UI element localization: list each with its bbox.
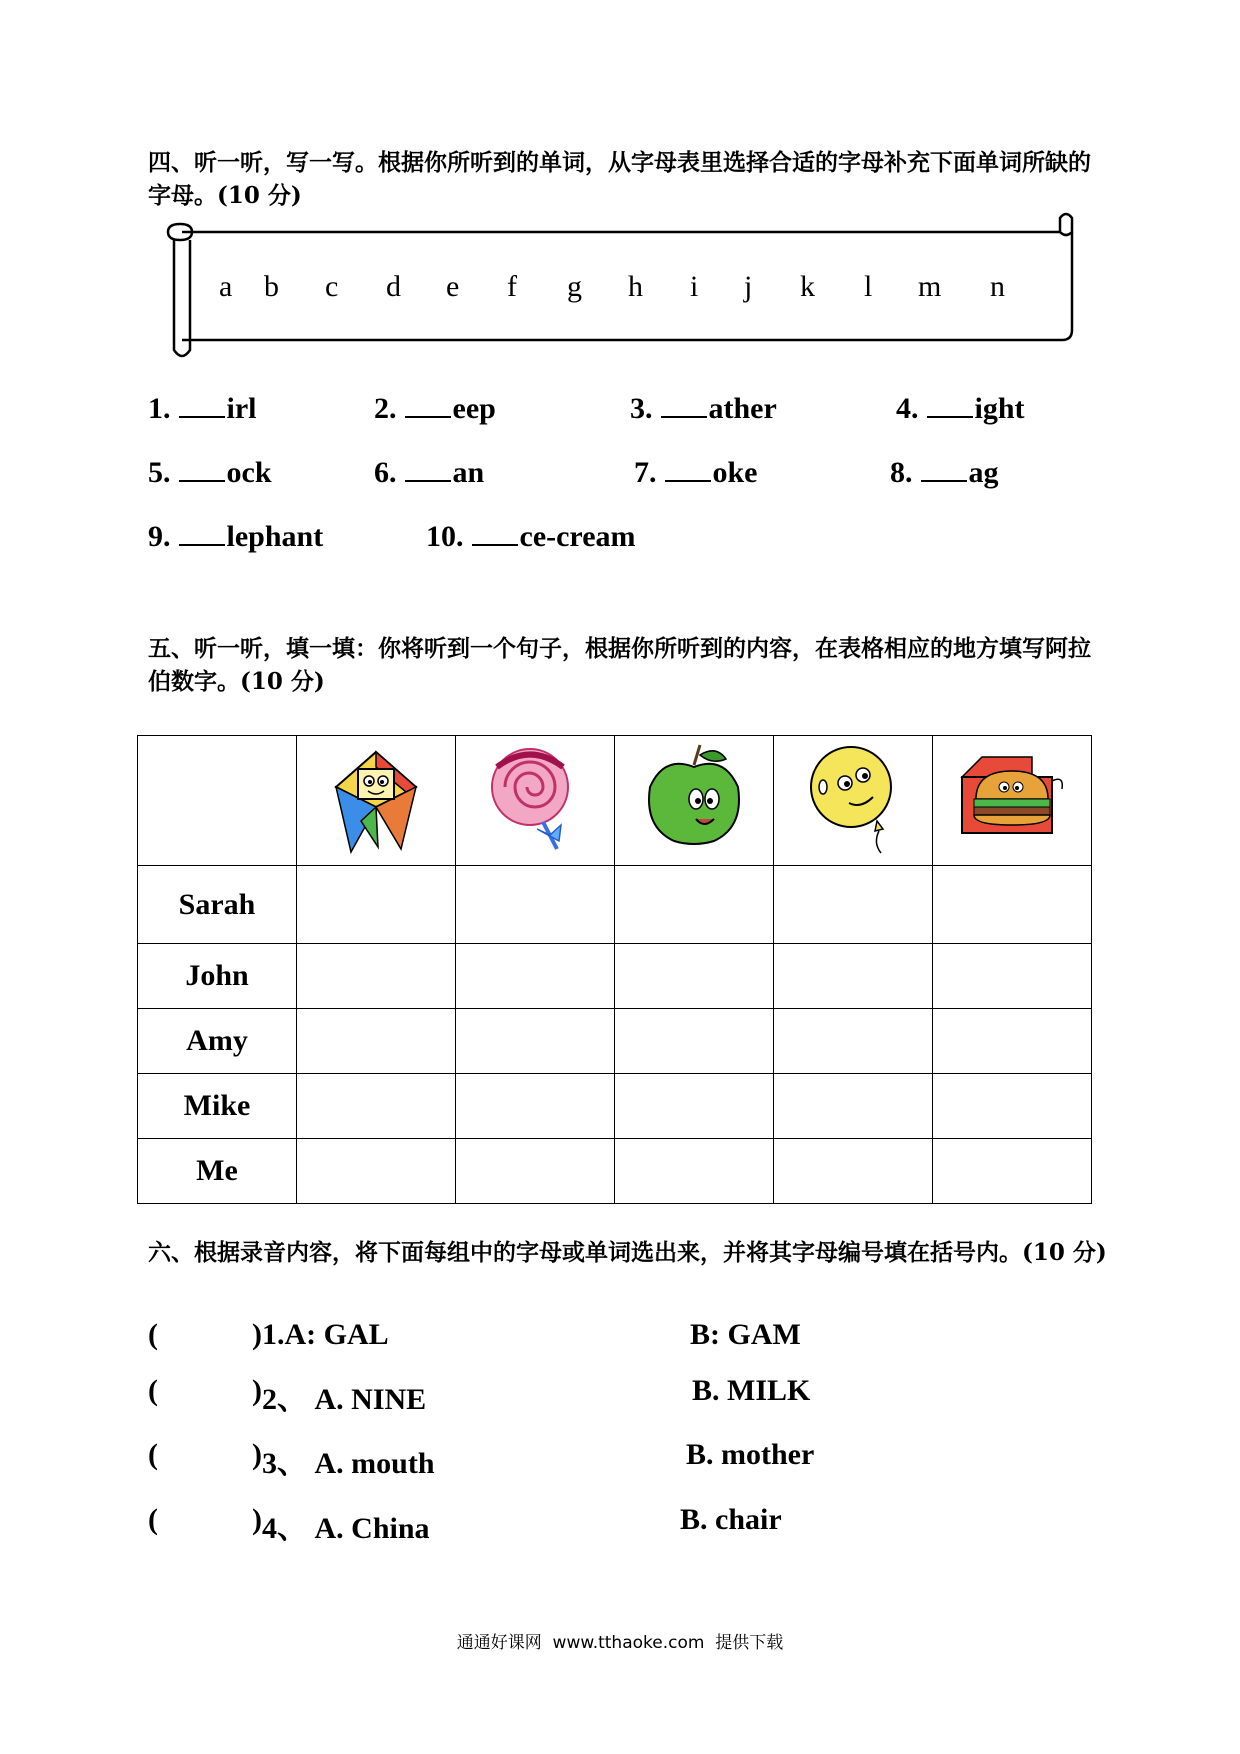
hamburger-icon: [952, 737, 1072, 857]
apple-icon: [634, 737, 754, 857]
answer-cell[interactable]: [933, 944, 1092, 1009]
fill-item: 3. ather: [630, 392, 777, 425]
letter: f: [507, 270, 517, 303]
letter: k: [800, 270, 815, 303]
letter: c: [325, 270, 339, 303]
row-label: Mike: [138, 1074, 297, 1139]
picture-cell: [933, 736, 1092, 866]
letter: b: [264, 270, 279, 303]
bracket-open: (: [148, 1438, 158, 1471]
answer-bracket-space[interactable]: [162, 1442, 250, 1472]
row-label: John: [138, 944, 297, 1009]
letter: g: [567, 270, 582, 303]
answer-cell[interactable]: [456, 866, 615, 944]
answer-cell[interactable]: [297, 944, 456, 1009]
letter: a: [219, 270, 233, 303]
answer-blank[interactable]: [927, 392, 973, 418]
answer-blank[interactable]: [179, 392, 225, 418]
answer-cell[interactable]: [774, 944, 933, 1009]
answer-cell[interactable]: [933, 1009, 1092, 1074]
answer-cell[interactable]: [615, 1074, 774, 1139]
letter: d: [386, 270, 401, 303]
answer-cell[interactable]: [774, 1009, 933, 1074]
answer-bracket-space[interactable]: [162, 1378, 250, 1408]
section6-instruction: 六、根据录音内容，将下面每组中的字母或单词选出来，并将其字母编号填在括号内。(10 分): [148, 1239, 1107, 1266]
answer-cell[interactable]: [774, 1139, 933, 1204]
option-b: B. MILK: [692, 1374, 811, 1407]
fill-item: 1. irl: [148, 392, 257, 425]
bracket-open: (: [148, 1503, 158, 1536]
answer-blank[interactable]: [405, 456, 451, 482]
answer-cell[interactable]: [456, 1009, 615, 1074]
answer-cell[interactable]: [774, 866, 933, 944]
kite-icon: [316, 737, 436, 857]
letter: i: [690, 270, 699, 303]
answer-cell[interactable]: [456, 944, 615, 1009]
answer-cell[interactable]: [615, 866, 774, 944]
bracket-close: ): [252, 1503, 262, 1536]
bracket-open: (: [148, 1374, 158, 1407]
answer-blank[interactable]: [179, 456, 225, 482]
picture-cell: [297, 736, 456, 866]
option-a: 3、 A. mouth: [262, 1447, 435, 1480]
letter: j: [744, 270, 753, 303]
answer-cell[interactable]: [615, 1009, 774, 1074]
picture-cell: [615, 736, 774, 866]
row-label: Amy: [138, 1009, 297, 1074]
answer-cell[interactable]: [615, 944, 774, 1009]
balloon-icon: [793, 737, 913, 857]
answer-cell[interactable]: [456, 1074, 615, 1139]
bracket-close: ): [252, 1438, 262, 1471]
fill-item: 2. eep: [374, 392, 496, 425]
bracket-close: ): [252, 1374, 262, 1407]
fill-item: 5. ock: [148, 456, 272, 489]
fill-item: 4. ight: [896, 392, 1025, 425]
answer-blank[interactable]: [405, 392, 451, 418]
letter: e: [446, 270, 460, 303]
section4-instruction: 四、听一听，写一写。根据你所听到的单词，从字母表里选择合适的字母补充下面单词所缺的字母。(10 分): [148, 149, 1091, 209]
row-label: Me: [138, 1139, 297, 1204]
answer-blank[interactable]: [921, 456, 967, 482]
bracket-open: (: [148, 1318, 158, 1351]
picture-cell: [774, 736, 933, 866]
answer-table: [137, 735, 1092, 1204]
answer-cell[interactable]: [297, 866, 456, 944]
fill-item: 9. lephant: [148, 520, 324, 553]
answer-blank[interactable]: [179, 520, 225, 546]
letter: m: [918, 270, 942, 303]
option-b: B: GAM: [690, 1318, 801, 1351]
lollipop-icon: [475, 737, 595, 857]
picture-cell: [456, 736, 615, 866]
answer-bracket-space[interactable]: [162, 1322, 250, 1352]
letter: h: [628, 270, 643, 303]
answer-blank[interactable]: [665, 456, 711, 482]
option-a: 4、 A. China: [262, 1512, 430, 1545]
answer-cell[interactable]: [615, 1139, 774, 1204]
option-a: 1.A: GAL: [262, 1318, 389, 1351]
answer-cell[interactable]: [456, 1139, 615, 1204]
answer-cell[interactable]: [297, 1139, 456, 1204]
option-b: B. chair: [680, 1503, 782, 1536]
answer-cell[interactable]: [933, 1139, 1092, 1204]
answer-cell[interactable]: [933, 1074, 1092, 1139]
letter: l: [864, 270, 873, 303]
fill-item: 8. ag: [890, 456, 999, 489]
table-corner-cell: [138, 736, 297, 866]
letter: n: [990, 270, 1005, 303]
answer-cell[interactable]: [933, 866, 1092, 944]
section5-instruction: 五、听一听，填一填：你将听到一个句子，根据你所听到的内容，在表格相应的地方填写阿拉伯数字。(10 分): [148, 635, 1091, 695]
answer-bracket-space[interactable]: [162, 1507, 250, 1537]
alphabet-letters: [0, 270, 1240, 310]
bracket-close: ): [252, 1318, 262, 1351]
fill-item: 10. ce-cream: [426, 520, 636, 553]
page-footer: 通通好课网 www.tthaoke.com 提供下载: [456, 1633, 784, 1653]
answer-blank[interactable]: [661, 392, 707, 418]
row-label: Sarah: [138, 866, 297, 944]
answer-blank[interactable]: [472, 520, 518, 546]
answer-cell[interactable]: [774, 1074, 933, 1139]
option-b: B. mother: [686, 1438, 815, 1471]
answer-cell[interactable]: [297, 1074, 456, 1139]
option-a: 2、 A. NINE: [262, 1383, 427, 1416]
answer-cell[interactable]: [297, 1009, 456, 1074]
fill-item: 6. an: [374, 456, 485, 489]
fill-item: 7. oke: [634, 456, 758, 489]
